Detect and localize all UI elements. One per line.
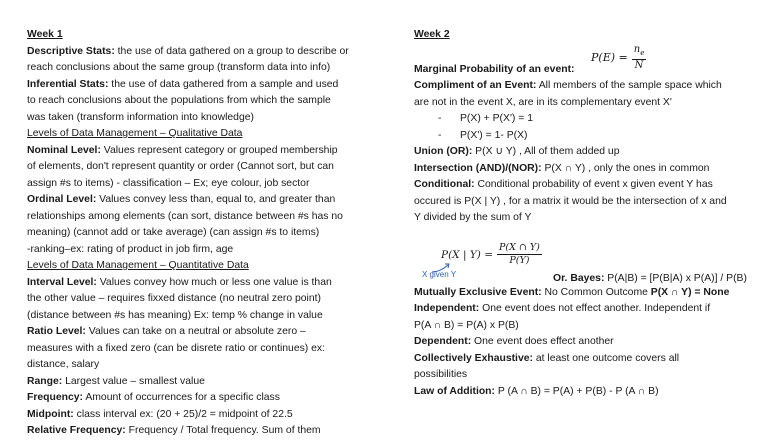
text-line: are not in the event X, are in its complementary event X' <box>414 96 672 108</box>
formula-spacer <box>414 44 759 62</box>
definition-term: Union (OR): <box>414 146 473 157</box>
text-line: assign #s to items) - classification – Ex; eye colour, job sector <box>27 177 310 189</box>
bullet-dash: - <box>438 129 442 141</box>
text-line: relationships among elements (can sort, distance between #s has no <box>27 210 343 222</box>
definition-text: One event does not effect another. Independent if <box>479 303 711 314</box>
definition-term: Conditional: <box>414 179 475 190</box>
definition-line <box>414 285 759 302</box>
bayes-formula <box>553 273 747 284</box>
definition-text: P (A ∩ B) = P(A) + P(B) - P (A ∩ B) <box>495 385 659 397</box>
definition-text: Values can take on a neutral or absolute zero – <box>85 326 306 337</box>
definition-text: the use of data gathered from a sample and used <box>108 78 339 90</box>
definition-line <box>414 177 759 194</box>
text-line: Y divided by the sum of Y <box>414 212 532 223</box>
definition-term: Intersection (AND)/(NOR): <box>414 162 542 174</box>
pe-fraction <box>632 44 647 71</box>
text-line: meaning) (cannot add or take average) (can assign #s to items) <box>27 227 320 238</box>
definition-term: Dependent: <box>414 336 472 347</box>
text-line: -ranking–ex: rating of product in job firm, age <box>27 243 234 255</box>
text-line: possibilities <box>414 369 468 380</box>
definition-line <box>27 423 375 440</box>
definition-term: Relative Frequency: <box>27 425 126 436</box>
definition-term: Mutually Exclusive Event: <box>414 286 542 298</box>
bullet-text: P(X) + P(X') = 1 <box>460 113 534 124</box>
definition-text: Values convey how much or less one value is than <box>96 276 332 288</box>
definition-line <box>27 407 375 424</box>
definition-line <box>27 374 375 391</box>
pe-lhs: P(E) = <box>591 51 628 64</box>
definition-text: Amount of occurrences for a specific class <box>83 392 280 403</box>
bullet-dash: - <box>438 113 442 124</box>
definition-term: Frequency: <box>27 392 84 403</box>
bullet-line <box>414 128 759 145</box>
text-line: reach conclusions about the same group (transform data into info) <box>27 62 331 73</box>
definition-line <box>414 301 759 318</box>
definition-term: Independent: <box>414 303 480 314</box>
definition-line <box>414 351 759 368</box>
definition-line <box>414 78 759 95</box>
bayes-text: P(A|B) = [P(B|A) x P(A)] / P(B) <box>604 273 747 284</box>
cond-fraction <box>497 242 542 267</box>
definition-line <box>414 161 759 178</box>
definition-text: Values represent category or grouped membership <box>100 144 338 156</box>
definition-term: Compliment of an Event: <box>414 80 537 91</box>
section-heading: Levels of Data Management – Quantitative Data <box>27 260 249 271</box>
definition-term: Interval Level: <box>27 276 97 288</box>
text-line: to reach conclusions about the populations from which the sample <box>27 95 331 106</box>
definition-term: Marginal Probability of an event: <box>414 63 575 75</box>
definition-term-2: P(X ∩ Y) = None <box>650 286 730 298</box>
definition-text: One event does effect another <box>471 336 614 347</box>
pe-denominator: N <box>634 60 644 71</box>
definition-text: P(X ∩ Y) , only the ones in common <box>541 162 710 174</box>
cond-denominator: P(Y) <box>509 255 530 266</box>
conditional-formula <box>441 242 542 267</box>
definition-text: at least one outcome covers all <box>532 352 680 364</box>
definition-line <box>27 192 375 209</box>
definition-line <box>27 275 375 292</box>
text-line: the other value – requires fixxed distance (no neutral zero point) <box>27 293 321 304</box>
definition-line <box>27 390 375 407</box>
text-line: measures with a fixed zero (can be disrete ratio or continues) ex: <box>27 342 326 354</box>
definition-text: No Common Outcome <box>541 286 651 298</box>
definition-text: Frequency / Total frequency. Sum of them <box>125 425 321 436</box>
definition-term: Range: <box>27 375 63 387</box>
definition-line <box>27 324 375 341</box>
definition-text: All members of the sample space which <box>536 80 722 91</box>
definition-line <box>414 144 759 161</box>
definition-term: Descriptive Stats: <box>27 45 115 57</box>
definition-term: Inferential Stats: <box>27 78 109 90</box>
text-line: P(A ∩ B) = P(A) x P(B) <box>414 319 519 331</box>
definition-line <box>27 143 375 160</box>
definition-term: Collectively Exhaustive: <box>414 352 533 364</box>
pe-numerator: $n_e$ <box>632 44 647 60</box>
text-line: occured is P(X | Y) , for a matrix it would be the intersection of x and <box>414 195 727 207</box>
week1-heading: Week 1 <box>27 29 63 40</box>
week1-lines <box>27 44 375 440</box>
definition-line <box>414 334 759 351</box>
given-note: X given Y <box>422 270 457 279</box>
text-line: (distance between #s has meaning) Ex: temp % change in value <box>27 309 323 321</box>
definition-text: Values convey less than, equal to, and greater than <box>96 194 336 205</box>
cond-lhs: P(X | Y) = <box>441 248 494 261</box>
week2-column <box>414 27 759 400</box>
section-heading: Levels of Data Management – Qualitative Data <box>27 128 243 139</box>
definition-line <box>27 44 375 61</box>
definition-term: Law of Addition: <box>414 385 495 397</box>
definition-text: class interval ex: (20 + 25)/2 = midpoint of 22.5 <box>73 408 293 420</box>
definition-line <box>414 62 759 79</box>
definition-text: P(X ∪ Y) , All of them added up <box>472 146 620 157</box>
definition-text: Largest value – smallest value <box>62 375 205 387</box>
definition-text: the use of data gathered on a group to describe or <box>114 45 349 57</box>
definition-term: Nominal Level: <box>27 144 101 156</box>
week1-column <box>27 27 375 440</box>
definition-text: Conditional probability of event x given event Y has <box>474 179 713 190</box>
definition-line <box>27 77 375 94</box>
definition-term: Ratio Level: <box>27 326 86 337</box>
bayes-term: Or. Bayes: <box>553 273 605 284</box>
week2-lines-bottom <box>414 285 759 401</box>
text-line: was taken (transform information into knowledge) <box>27 111 254 123</box>
cond-numerator: P(X ∩ Y) <box>499 242 540 253</box>
bullet-text: P(X') = 1- P(X) <box>460 129 528 141</box>
definition-line <box>414 384 759 401</box>
text-line: of elements, don't represent quantity or order (Cannot sort, but can <box>27 161 334 172</box>
week2-lines-top <box>414 62 759 227</box>
definition-term: Midpoint: <box>27 408 74 420</box>
definition-term: Ordinal Level: <box>27 194 97 205</box>
text-line: distance, salary <box>27 359 100 370</box>
week2-heading: Week 2 <box>414 29 450 40</box>
bullet-line <box>414 111 759 128</box>
probability-formula <box>591 44 646 71</box>
